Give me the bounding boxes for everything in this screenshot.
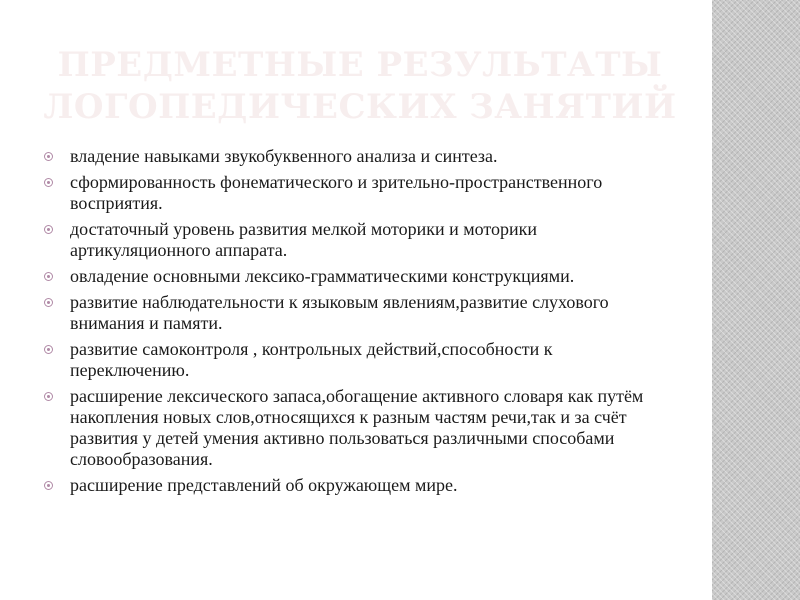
bullet-item <box>44 266 674 287</box>
bullet-item <box>44 219 674 261</box>
bullet-item <box>44 339 674 381</box>
bullet-text: расширение лексического запаса,обогащение активного словаря как путём накопления новых слов,относящихся к разным частям речи,так и за счёт развития у детей умения активно пользоваться различными способами словообразования. <box>70 386 644 469</box>
bullet-text: владение навыками звукобуквенного анализа и синтеза. <box>70 146 498 166</box>
bullet-list <box>44 146 674 501</box>
circle-bullet-icon <box>44 298 53 307</box>
bullet-text: развитие самоконтроля , контрольных действий,способности к переключению. <box>70 339 553 380</box>
bullet-text: сформированность фонематического и зрительно-пространственного восприятия. <box>70 172 603 213</box>
circle-bullet-icon <box>44 481 53 490</box>
circle-bullet-icon <box>44 392 53 401</box>
bullet-item <box>44 386 674 470</box>
bullet-item <box>44 475 674 496</box>
bullet-text: расширение представлений об окружающем мире. <box>70 475 458 495</box>
bullet-text: развитие наблюдательности к языковым явлениям,развитие слухового внимания и памяти. <box>70 292 609 333</box>
circle-bullet-icon <box>44 178 53 187</box>
bullet-item <box>44 172 674 214</box>
circle-bullet-icon <box>44 272 53 281</box>
circle-bullet-icon <box>44 345 53 354</box>
circle-bullet-icon <box>44 225 53 234</box>
circle-bullet-icon <box>44 152 53 161</box>
decorative-side-stripe <box>712 0 800 600</box>
slide-title-line-1: ПРЕДМЕТНЫЕ РЕЗУЛЬТАТЫ <box>57 45 663 85</box>
slide-title-line-2: ЛОГОПЕДИЧЕСКИХ ЗАНЯТИЙ <box>43 87 677 127</box>
bullet-text: достаточный уровень развития мелкой моторики и моторики артикуляционного аппарата. <box>70 219 538 260</box>
bullet-text: овладение основными лексико-грамматическими конструкциями. <box>70 266 575 286</box>
bullet-item <box>44 292 674 334</box>
slide-title <box>40 44 680 128</box>
bullet-item <box>44 146 674 167</box>
